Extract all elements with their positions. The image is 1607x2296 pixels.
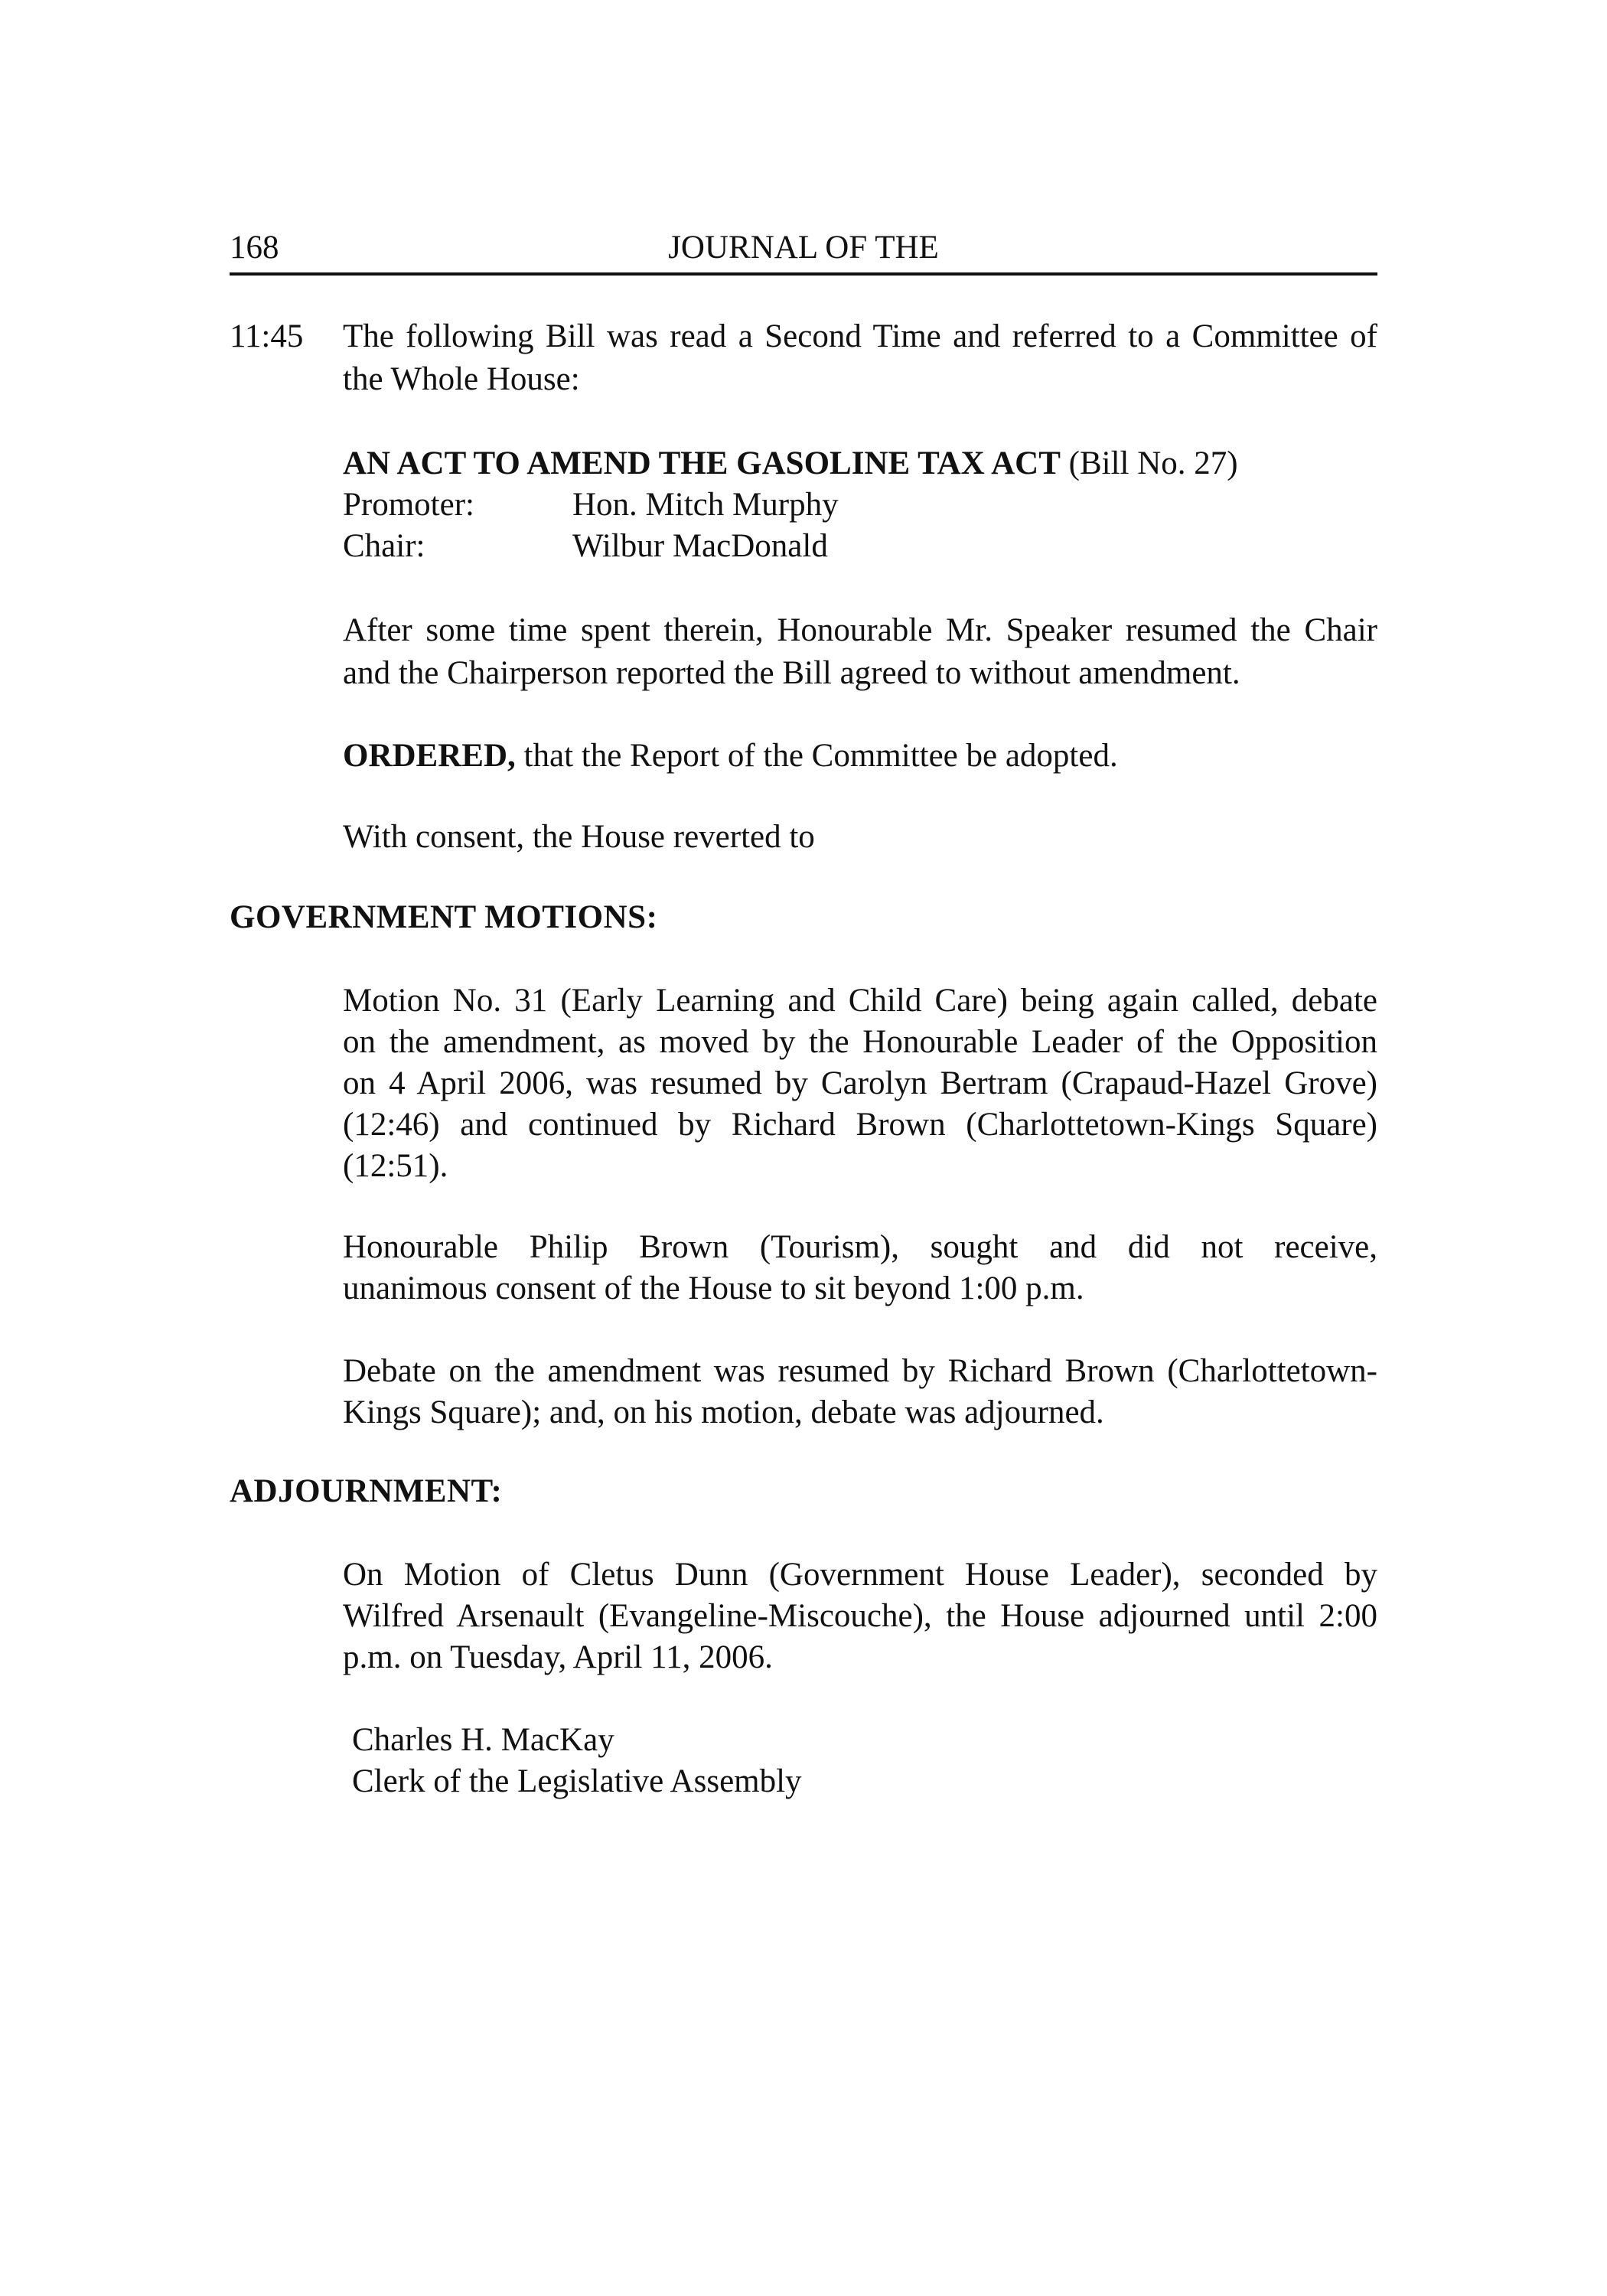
chair-label: Chair: (343, 528, 425, 564)
motion-line-2: on the amendment, as moved by the Honourable Leader of the Opposition (343, 1024, 1377, 1060)
motion-line-4: (12:46) and continued by Richard Brown (Charlottetown-Kings Square) (343, 1107, 1377, 1143)
entry-text-line-2: the Whole House: (343, 361, 580, 397)
promoter-row (0, 484, 1607, 527)
promoter-value: Hon. Mitch Murphy (572, 487, 839, 523)
bill-number: (Bill No. 27) (1060, 445, 1238, 481)
page-number: 168 (230, 230, 279, 266)
motion-line-5: (12:51). (343, 1148, 448, 1184)
committee-report-line-1: After some time spent therein, Honourable Mr. Speaker resumed the Chair (343, 612, 1377, 648)
committee-report-line-2: and the Chairperson reported the Bill agreed to without amendment. (343, 655, 1240, 691)
promoter-label: Promoter: (343, 487, 474, 523)
reverted-paragraph: With consent, the House reverted to (343, 819, 815, 855)
running-head: JOURNAL OF THE (668, 230, 939, 266)
ordered-text: that the Report of the Committee be adopted. (515, 738, 1118, 774)
adjournment-heading: ADJOURNMENT: (230, 1473, 503, 1509)
entry-text-line-1: The following Bill was read a Second Time and referred to a Committee of (343, 318, 1377, 354)
government-motions-heading: GOVERNMENT MOTIONS: (230, 899, 658, 935)
ordered-paragraph (343, 735, 1377, 778)
chair-value: Wilbur MacDonald (572, 528, 828, 564)
motion-line-3: on 4 April 2006, was resumed by Carolyn Bertram (Crapaud-Hazel Grove) (343, 1065, 1377, 1101)
ordered-keyword: ORDERED, (343, 738, 516, 774)
adjournment-line-2: Wilfred Arsenault (Evangeline-Miscouche), the House adjourned until 2:00 (343, 1598, 1377, 1634)
adjournment-line-3: p.m. on Tuesday, April 11, 2006. (343, 1639, 773, 1675)
debate-line-1: Debate on the amendment was resumed by Richard Brown (Charlottetown- (343, 1353, 1377, 1389)
bill-title-line (343, 442, 1377, 485)
adjournment-line-1: On Motion of Cletus Dunn (Government House Leader), seconded by (343, 1557, 1377, 1593)
page-header (230, 223, 1377, 276)
motion-line-1: Motion No. 31 (Early Learning and Child Care) being again called, debate (343, 983, 1377, 1019)
signature-title: Clerk of the Legislative Assembly (352, 1763, 802, 1799)
debate-line-2: Kings Square); and, on his motion, debate was adjourned. (343, 1394, 1104, 1430)
chair-row (0, 525, 1607, 568)
bill-title: AN ACT TO AMEND THE GASOLINE TAX ACT (343, 445, 1061, 481)
consent-line-2: unanimous consent of the House to sit beyond 1:00 p.m. (343, 1270, 1084, 1306)
entry-time: 11:45 (230, 318, 304, 354)
signature-name: Charles H. MacKay (352, 1722, 614, 1758)
consent-line-1: Honourable Philip Brown (Tourism), sought and did not receive, (343, 1229, 1377, 1265)
